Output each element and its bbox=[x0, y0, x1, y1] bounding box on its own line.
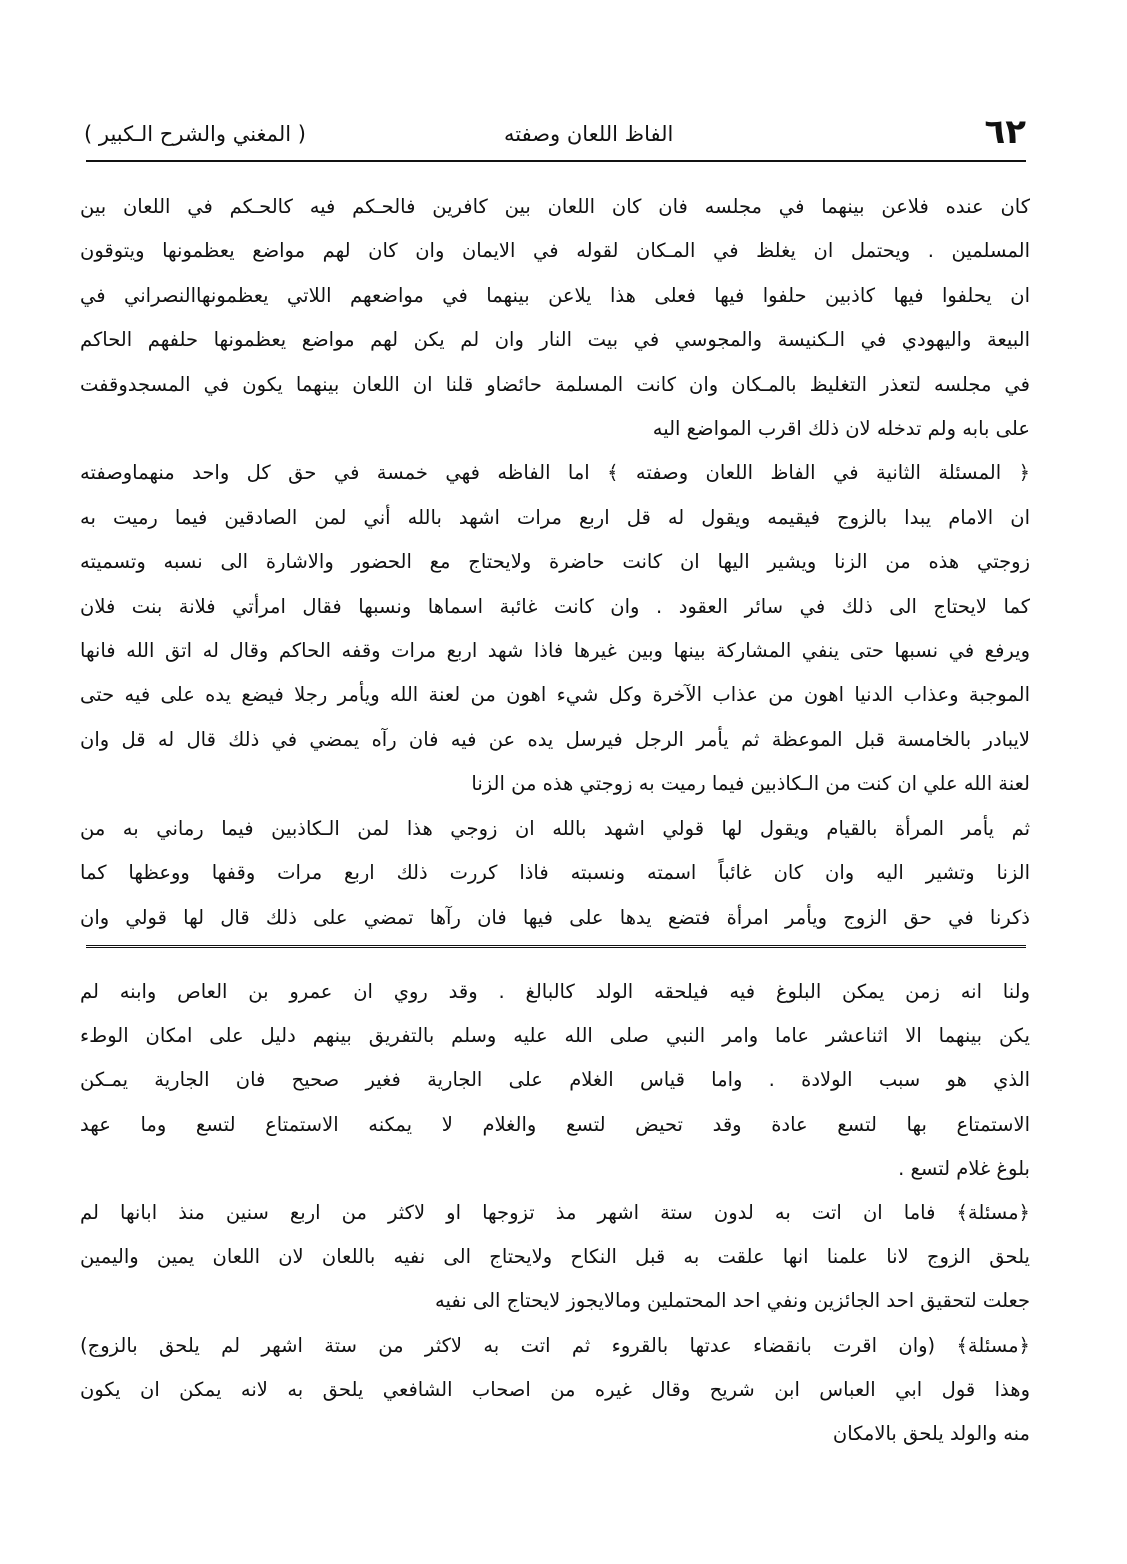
matn-line: في مجلسه لتعذر التغليظ بالمـكان وان كانت المسلمة حائضاو قلنا ان اللعان بينهما يكون في المسجدوقفت bbox=[80, 372, 1030, 396]
matn-line: زوجتي هذه من الزنا ويشير اليها ان كانت حاضرة ولايحتاج مع الحضور والاشارة الى نسبه وتسميته bbox=[80, 550, 1030, 574]
sharh-line: بلوغ غلام لتسع . bbox=[898, 1156, 1030, 1180]
matn-line: ذكرنا في حق الزوج ويأمر امرأة فتضع يدها على فيها فان رآها تمضي على ذلك قال لها قولي وان bbox=[80, 905, 1030, 929]
matn-line: الموجبة وعذاب الدنيا اهون من عذاب الآخرة وكل شيء اهون من لعنة الله ويأمر رجلا فيضع يده على فيه حتى bbox=[80, 683, 1030, 707]
sharh-line: ولنا انه زمن يمكن البلوغ فيه فيلحقه الولد كالبالغ . وقد روي ان عمرو بن العاص وابنه لم bbox=[80, 980, 1030, 1003]
sharh-line: ﴿مسئلة﴾ فاما ان اتت به لدون ستة اشهر مذ تزوجها او لاكثر من اربع سنين منذ ابانها لم bbox=[80, 1201, 1030, 1225]
matn-line: ويرفع في نسبها حتى ينفي المشاركة بينها وبين غيرها فاذا شهد اربع مرات وقفه الحاكم وقال له اتق الله فانها bbox=[80, 639, 1030, 663]
matn-line: ان الامام يبدا بالزوج فيقيمه ويقول له قل اربع مرات اشهد بالله أني لمن الصادقين فيما رميت به bbox=[80, 505, 1030, 529]
matn-line: لايبادر بالخامسة قبل الموعظة ثم يأمر الرجل فيرسل يده عن فيه فان رآه يمضي في ذلك قال له قل وان bbox=[80, 727, 1030, 751]
sharh-line: ﴿مسئلة﴾ (وان اقرت بانقضاء عدتها بالقروء ثم اتت به لاكثر من ستة اشهر لم يلحق بالزوج) bbox=[80, 1333, 1030, 1357]
matn-line: ﴿ المسئلة الثانية في الفاظ اللعان وصفته ﴾ اما الفاظه فهي خمسة في حق كل واحد منهماوصفته bbox=[80, 461, 1030, 485]
matn-line: كان عنده فلاعن بينهما في مجلسه فان كان اللعان بين كافرين فالحـكم فيه كالحـكم في اللعان بين bbox=[80, 195, 1030, 218]
matn-line: المسلمين . ويحتمل ان يغلظ في المـكان لقوله في الايمان وان كان لهم مواضع يعظمونها ويتوقون bbox=[80, 239, 1030, 263]
matn-text bbox=[80, 185, 1030, 940]
sharh-line: يكن بينهما الا اثناعشر عاما وامر النبي صلى الله عليه وسلم بالتفريق بينهم دليل على امكان الوطء bbox=[80, 1024, 1030, 1048]
sharh-line: منه والولد يلحق بالامكان bbox=[832, 1422, 1030, 1446]
matn-line: ثم يأمر المرأة بالقيام ويقول لها قولي اشهد بالله ان زوجي هذا لمن الـكاذبين فيما رماني به من bbox=[80, 816, 1030, 840]
sharh-line: الذي هو سبب الولادة . واما قياس الغلام على الجارية فغير صحيح فان الجارية يمـكن bbox=[80, 1068, 1030, 1092]
section-divider bbox=[86, 945, 1026, 948]
page-header bbox=[84, 112, 1026, 162]
header-rule bbox=[86, 160, 1026, 162]
matn-line: ان يحلفوا فيها كاذبين حلفوا فيها فعلى هذا يلاعن بينهما في مواضعهم اللاتي يعظمونهاالنصراني في bbox=[80, 283, 1030, 307]
sharh-line: جعلت لتحقيق احد الجائزين ونفي احد المحتملين ومالايجوز لايحتاج الى نفيه bbox=[435, 1289, 1030, 1313]
matn-line: لعنة الله علي ان كنت من الـكاذبين فيما رميت به زوجتي هذه من الزنا bbox=[471, 772, 1030, 796]
book-title: ( المغني والشرح الـكبير ) bbox=[84, 122, 306, 146]
chapter-title: الفاظ اللعان وصفته bbox=[504, 122, 674, 146]
sharh-line: الاستمتاع بها لتسع عادة وقد تحيض لتسع والغلام لا يمكنه الاستمتاع لتسع وما عهد bbox=[80, 1112, 1030, 1136]
sharh-line: وهذا قول ابي العباس ابن شريح وقال غيره من اصحاب الشافعي يلحق به لانه يمكن ان يكون bbox=[80, 1377, 1030, 1401]
sharh-line: يلحق الزوج لانا علمنا انها علقت به قبل النكاح ولايحتاج الى نفيه باللعان لان اللعان يمين واليمين bbox=[80, 1245, 1030, 1269]
sharh-text bbox=[80, 970, 1030, 1456]
page-number: ٦٢ bbox=[984, 112, 1026, 152]
matn-line: الزنا وتشير اليه وان كان غائباً اسمته ونسبته فاذا كررت ذلك اربع مرات وقفها ووعظها كما bbox=[80, 861, 1030, 885]
matn-line: كما لايحتاج الى ذلك في سائر العقود . وان كانت غائبة اسماها ونسبها فقال امرأتي فلانة بنت فلان bbox=[80, 594, 1030, 618]
matn-line: على بابه ولم تدخله لان ذلك اقرب المواضع اليه bbox=[652, 417, 1030, 441]
matn-line: البيعة واليهودي في الـكنيسة والمجوسي في بيت النار وان لم يكن لهم مواضع يعظمونها حلفهم الحاكم bbox=[80, 328, 1030, 352]
